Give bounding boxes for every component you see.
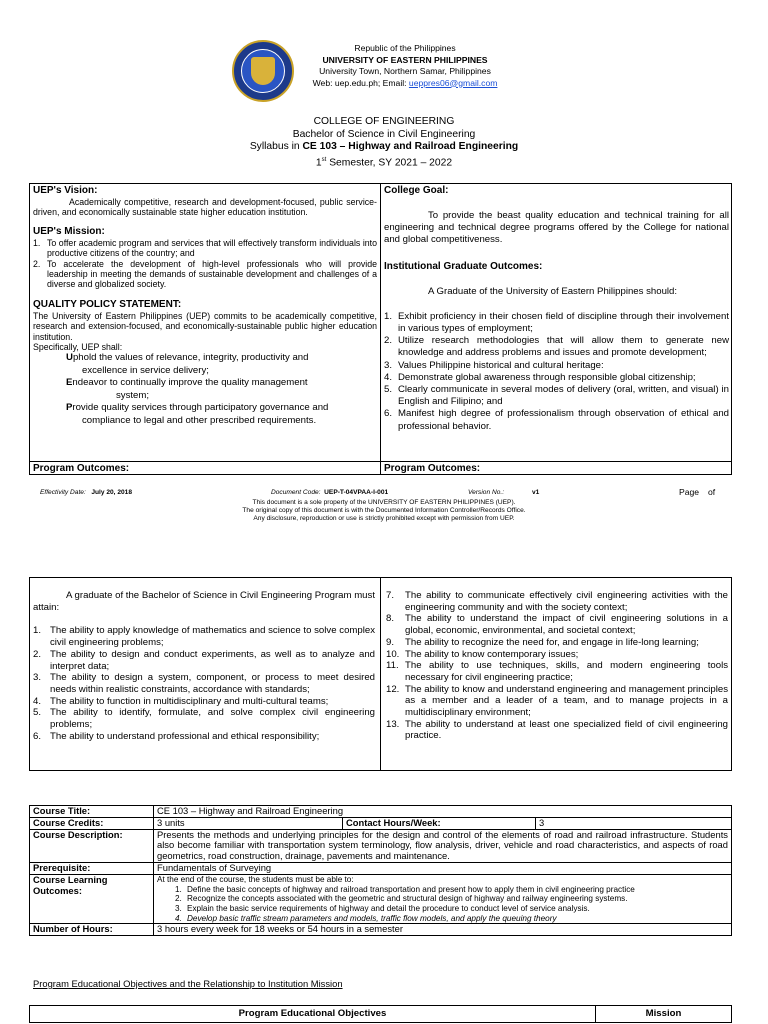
list-item: 1. To offer academic program and services that will effectively transform individuals into productive citizens of the country; and <box>33 237 377 259</box>
letterhead <box>300 43 510 89</box>
of-label: of <box>708 487 716 497</box>
clo-cell <box>154 874 732 923</box>
list-item: 2. Recognize the concepts associated with the geometric and structural design of highway and railway engineering systems. <box>175 894 628 904</box>
peo-link[interactable]: Program Educational Objectives and the Relationship to Institution Mission <box>33 978 343 989</box>
list-item: 4. Demonstrate global awareness through responsible global citizenship; <box>384 371 696 383</box>
effectivity-date: July 20, 2018 <box>91 489 133 496</box>
program-name: Bachelor of Science in Civil Engineering <box>292 128 476 140</box>
left-column <box>33 185 377 427</box>
clo-label: Course Learning Outcomes: <box>30 874 154 923</box>
course-info-table <box>29 805 732 936</box>
list-item: 5. Clearly communicate in several modes of delivery (oral, written, and visual) in English and Filipino; and <box>384 384 729 408</box>
program-outcomes-left <box>33 590 375 742</box>
mission-title: UEP's Mission: <box>33 225 105 237</box>
list-item: 7. The ability to communicate effectively civil engineering activities with the engineering community and with the society context; <box>386 590 728 613</box>
quality-text: The University of Eastern Philippines (UEP) commits to be academically competitive, research and extension-focused, and economically-sustainable public higher education institution. <box>33 310 377 342</box>
list-item: 2. To accelerate the development of high-level professionals who will provide leadership in meeting the demands of sustainable development and challenges of a diverse and globalized society. <box>33 258 377 290</box>
quality-shall: Specifically, UEP shall: <box>33 342 123 353</box>
igo-title: Institutional Graduate Outcomes: <box>384 260 543 272</box>
list-item: 4. The ability to function in multidisciplinary and multi-cultural teams; <box>33 695 329 707</box>
email-link[interactable]: ueppres06@gmail.com <box>408 77 498 88</box>
program-outcomes-label-left: Program Outcomes: <box>33 463 130 474</box>
list-item: 3. The ability to design a system, component, or process to meet desired needs within realistic constraints, accordance with standards; <box>33 672 375 695</box>
syllabus-title: Syllabus in CE 103 – Highway and Railroad Engineering <box>249 141 519 152</box>
mission-list <box>33 238 377 290</box>
table-row <box>30 862 732 874</box>
mission-header: Mission <box>645 1008 682 1019</box>
list-item: 13. The ability to understand at least one specialized field of civil engineering practice. <box>386 718 728 742</box>
peo-table <box>29 1005 732 1023</box>
clo-intro: At the end of the course, the students must be able to: <box>157 874 354 884</box>
list-item: 3. Values Philippine historical and cultural heritage: <box>384 359 604 371</box>
igo-intro: A Graduate of the University of Eastern Philippines should: <box>428 285 678 297</box>
list-item: 11. The ability to use techniques, skills, and modern engineering tools necessary for civil engineering practice; <box>386 660 728 683</box>
program-outcomes-table <box>29 577 732 771</box>
document-code: UEP-T-04VPAA-I-001 <box>324 489 389 496</box>
list-item: 6. Manifest high degree of professionalism through observation of ethical and professional behavior. <box>384 408 729 432</box>
program-outcomes-right <box>386 590 728 742</box>
course-credits-value: 3 units <box>154 817 343 829</box>
college-name: COLLEGE OF ENGINEERING <box>313 116 455 127</box>
vision-text: Academically competitive, research and development-focused, public service-driven, and economically sustainable state higher education institution. <box>33 197 377 218</box>
course-description-label: Course Description: <box>30 829 154 862</box>
footer-notice: This document is a sole property of the UNIVERSITY OF EASTERN PHILIPPINES (UEP). The original copy of this document is with the Documented Information Controller/Records Office. Any disclosure, reproduction or use is strictly prohibited except with permission from UEP. <box>242 499 526 523</box>
table-row <box>30 924 732 936</box>
list-item: 9. The ability to recognize the need for, and engage in life-long learning; <box>386 636 699 648</box>
hours-label: Number of Hours: <box>30 924 154 936</box>
course-description-value: Presents the methods and underlying principles for the design and control of the elements of road and railroad infrastructure. Students also become familiar with transportation system terminology, flow analysis, driver, vehicle and road characteristics, and aspects of road geometrics, road construction, drainage, pavements and maintenance. <box>154 829 732 862</box>
university-name: UNIVERSITY OF EASTERN PHILIPPINES <box>322 54 488 65</box>
list-item: 12. The ability to know and understand engineering and management principles as a member and a leader of a team, and to manage projects in a multidisciplinary environment; <box>386 683 728 719</box>
college-goal-title: College Goal: <box>384 185 449 196</box>
uep-seal-logo <box>232 40 294 102</box>
course-title-label: Course Title: <box>30 806 154 818</box>
republic-line: Republic of the Philippines <box>354 43 456 53</box>
table-row <box>30 874 732 923</box>
program-outcomes-list-right <box>386 590 728 742</box>
course-credits-label: Course Credits: <box>30 817 154 829</box>
list-item: 1. The ability to apply knowledge of mathematics and science to solve complex civil engineering problems; <box>33 625 375 649</box>
prerequisite-value: Fundamentals of Surveying <box>154 862 732 874</box>
semester-line: 1st Semester, SY 2021 – 2022 <box>315 156 453 168</box>
college-goal-text: To provide the beast quality education and technical training for all engineering and technical degree programs offered by the College for national and global competitiveness. <box>384 210 729 246</box>
course-heading <box>0 116 768 169</box>
list-item: 6. The ability to understand professional and ethical responsibility; <box>33 730 320 742</box>
contact-hours-value: 3 <box>536 817 732 829</box>
igo-list <box>384 311 729 433</box>
vision-title: UEP's Vision: <box>33 185 98 196</box>
program-outcomes-list-left <box>33 625 375 742</box>
course-title-value: CE 103 – Highway and Railroad Engineering <box>154 806 732 818</box>
quality-title: QUALITY POLICY STATEMENT: <box>33 298 182 310</box>
program-outcomes-intro: A graduate of the Bachelor of Science in Civil Engineering Program must attain: <box>33 590 375 613</box>
clo-list <box>157 885 728 923</box>
list-item: 1. Exhibit proficiency in their chosen field of discipline through their involvement in various types of employment; <box>384 310 729 335</box>
list-item: 8. The ability to understand the impact of civil engineering solutions in a global, economic, environmental, and societal context; <box>386 613 728 637</box>
page-label: Page <box>679 487 700 497</box>
vision-mission-table <box>29 183 732 475</box>
right-column <box>384 185 729 433</box>
table-row <box>30 817 732 829</box>
list-item: 2. The ability to design and conduct experiments, as well as to analyze and interpret data; <box>33 648 375 672</box>
list-item: 5. The ability to identify, formulate, and solve complex civil engineering problems; <box>33 707 375 731</box>
list-item: 3. Explain the basic service requirements of highway and detail the procedure to conduct level of service analysis. <box>175 903 590 913</box>
contact-hours-label: Contact Hours/Week: <box>343 817 536 829</box>
quality-items: Uphold the values of relevance, integrity, productivity and excellence in service delivery; Endeavor to continually improve the quality management system; Provide quality services through participatory governance and compliance to legal and other prescribed requirements. <box>66 352 329 426</box>
list-item: 2. Utilize research methodologies that will allow them to generate new knowledge and address problems and issues and promote development; <box>384 335 729 359</box>
prerequisite-label: Prerequisite: <box>30 862 154 874</box>
version-number: v1 <box>532 489 540 496</box>
hours-value: 3 hours every week for 18 weeks or 54 hours in a semester <box>154 924 732 936</box>
list-item: 4. Develop basic traffic stream parameters and models, traffic flow models, and apply the queuing theory <box>175 913 557 923</box>
address-line: University Town, Northern Samar, Philippines <box>319 66 491 76</box>
list-item: 1. Define the basic concepts of highway and railroad transportation and present how to apply them in civil engineering practice <box>175 884 635 894</box>
table-row <box>30 806 732 818</box>
table-row <box>30 829 732 862</box>
list-item: 10. The ability to know contemporary issues; <box>386 648 579 660</box>
contact-line: Web: uep.edu.ph; Email: ueppres06@gmail.com <box>312 77 498 88</box>
peo-header: Program Educational Objectives <box>238 1008 387 1019</box>
program-outcomes-label-right: Program Outcomes: <box>384 463 481 474</box>
